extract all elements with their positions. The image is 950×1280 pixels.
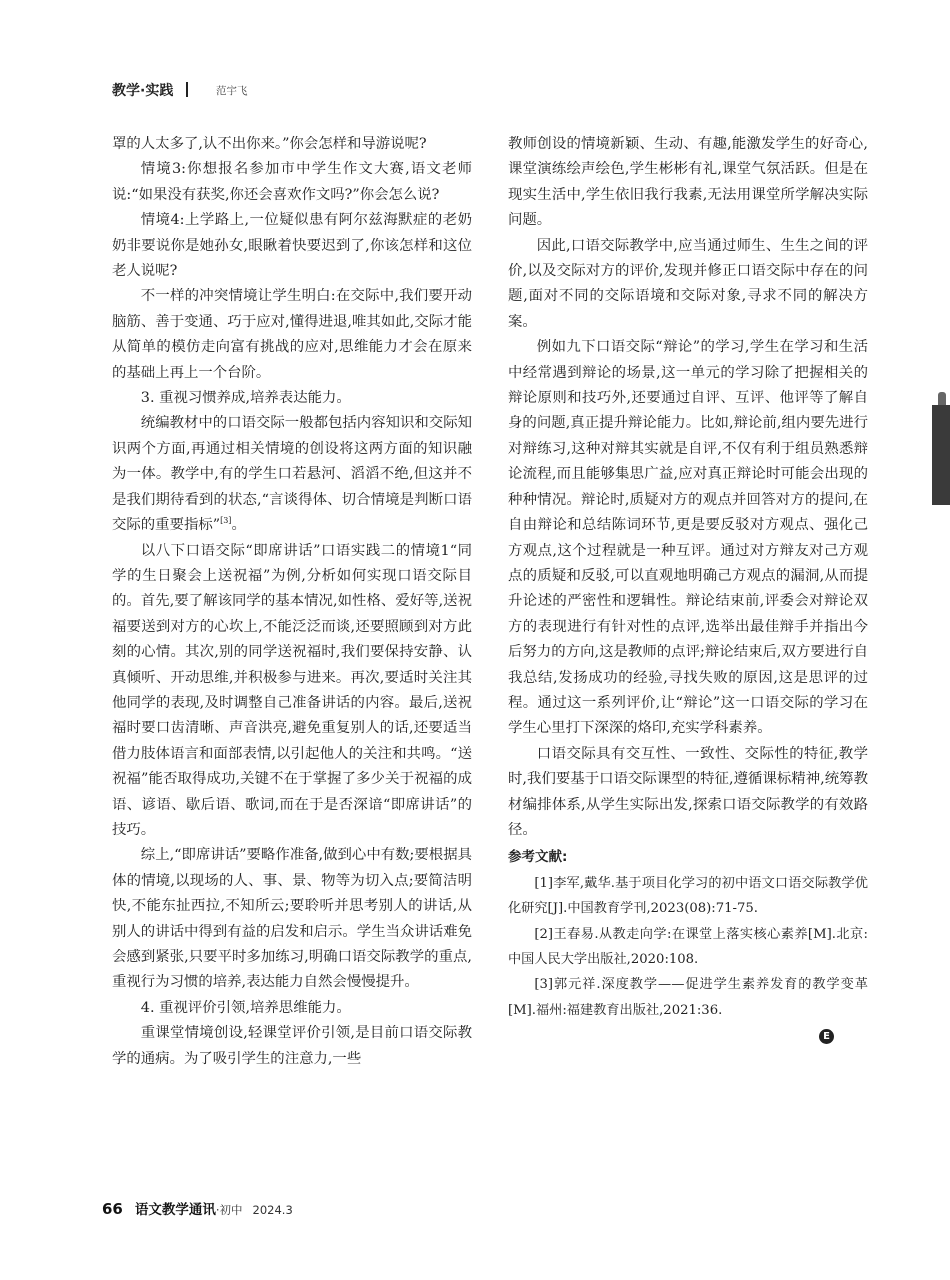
side-decoration-image xyxy=(932,405,950,505)
end-mark-row xyxy=(508,1023,868,1049)
subheading: 3. 重视习惯养成,培养表达能力。 xyxy=(140,390,351,407)
author-name: 范宇飞 xyxy=(216,85,248,97)
reference-item: [1]李军,戴华.基于项目化学习的初中语文口语交际教学优化研究[J].中国教育学刊,2023(08):71-75. xyxy=(508,875,868,917)
journal-name: 语文教学通讯 xyxy=(134,1202,216,1218)
paragraph-text: 统编教材中的口语交际一般都包括内容知识和交际知识两个方面,再通过相关情境的创设将这两方面的知识融为一体。教学中,有的学生口若悬河、滔滔不绝,但这并不是我们期待看到的状态,“言谈得体、切合情境是判断口语交际的重要指标” xyxy=(112,415,472,534)
left-column xyxy=(112,132,472,1072)
reference-item: [2]王春易.从教走向学:在课堂上落实核心素养[M].北京:中国人民大学出版社,2020:108. xyxy=(508,926,868,967)
paragraph: 教师创设的情境新颖、生动、有趣,能激发学生的好奇心,课堂演练绘声绘色,学生彬彬有礼,课堂气氛活跃。但是在现实生活中,学生依旧我行我素,无法用课堂所学解决实际问题。 xyxy=(508,136,868,229)
issue-number: 2024.3 xyxy=(252,1203,293,1217)
citation-marker: [3] xyxy=(220,516,232,526)
paragraph: 情境3:你想报名参加市中学生作文大赛,语文老师说:“如果没有获奖,你还会喜欢作文吗?”你会怎么说? xyxy=(112,161,472,203)
paragraph-tail: 。 xyxy=(231,517,246,534)
end-mark-icon: E xyxy=(819,1029,834,1044)
paragraph: 罩的人太多了,认不出你来。”你会怎样和导游说呢? xyxy=(112,136,427,152)
paragraph: 口语交际具有交互性、一致性、交际性的特征,教学时,我们要基于口语交际课型的特征,遵循课标精神,统筹教材编排体系,从学生实际出发,探索口语交际教学的有效路径。 xyxy=(508,745,868,838)
subheading: 4. 重视评价引领,培养思维能力。 xyxy=(140,999,351,1016)
paragraph: 重课堂情境创设,轻课堂评价引领,是目前口语交际教学的通病。为了吸引学生的注意力,一些 xyxy=(112,1025,472,1067)
page-number: 66 xyxy=(102,1200,123,1218)
paragraph xyxy=(112,411,472,538)
section-label: 教学·实践 xyxy=(112,83,174,99)
journal-subtitle: ·初中 xyxy=(215,1203,243,1217)
right-column xyxy=(508,132,868,1049)
references-title: 参考文献: xyxy=(508,849,568,866)
paragraph: 因此,口语交际教学中,应当通过师生、生生之间的评价,以及交际对方的评价,发现并修正口语交际中存在的问题,面对不同的交际语境和交际对象,寻求不同的解决方案。 xyxy=(508,237,868,330)
paragraph: 不一样的冲突情境让学生明白:在交际中,我们要开动脑筋、善于变通、巧于应对,懂得进退,唯其如此,交际才能从简单的模仿走向富有挑战的应对,思维能力才会在原来的基础上再上一个台阶。 xyxy=(112,288,472,381)
page-footer xyxy=(102,1198,293,1218)
paragraph: 综上,“即席讲话”要略作准备,做到心中有数;要根据具体的情境,以现场的人、事、景、物等为切入点;要简洁明快,不能东扯西拉,不知所云;要聆听并思考别人的讲话,从别人的讲话中得到有益的启发和启示。学生当众讲话难免会感到紧张,只要平时多加练习,明确口语交际教学的重点,重视行为习惯的培养,表达能力自然会慢慢提升。 xyxy=(112,847,472,991)
paragraph: 情境4:上学路上,一位疑似患有阿尔兹海默症的老奶奶非要说你是她孙女,眼瞅着快要迟到了,你该怎样和这位老人说呢? xyxy=(112,212,472,280)
reference-item: [3]郭元祥.深度教学——促进学生素养发育的教学变革[M].福州:福建教育出版社,2021:36. xyxy=(508,977,868,1018)
paragraph: 以八下口语交际“即席讲话”口语实践二的情境1“同学的生日聚会上送祝福”为例,分析如何实现口语交际目的。首先,要了解该同学的基本情况,如性格、爱好等,送祝福要送到对方的心坎上,不能泛泛而谈,还要照顾到对方此刻的心情。其次,别的同学送祝福时,我们要保持安静、认真倾听、开动思维,并积极参与进来。再次,要适时关注其他同学的表现,及时调整自己准备讲话的内容。最后,送祝福时要口齿清晰、声音洪亮,避免重复别人的话,还要适当借力肢体语言和面部表情,以引起他人的关注和共鸣。“送祝福”能否取得成功,关键不在于掌握了多少关于祝福的成语、谚语、歇后语、歌词,而在于是否深谙“即席讲话”的技巧。 xyxy=(112,542,472,838)
paragraph: 例如九下口语交际“辩论”的学习,学生在学习和生活中经常遇到辩论的场景,这一单元的学习除了把握相关的辩论原则和技巧外,还要通过自评、互评、他评等了解自身的问题,真正提升辩论能力。比如,辩论前,组内要先进行对辩练习,这种对辩其实就是自评,不仅有利于组员熟悉辩论流程,而且能够集思广益,应对真正辩论时可能会出现的种种情况。辩论时,质疑对方的观点并回答对方的提问,在自由辩论和总结陈词环节,更是要反驳对方观点、强化己方观点,这个过程就是一种互评。通过对方辩友对己方观点的质疑和反驳,可以直观地明确己方观点的漏洞,从而提升论述的严密性和逻辑性。辩论结束前,评委会对辩论双方的表现进行有针对性的点评,选举出最佳辩手并指出今后努力的方向,这是教师的点评;辩论结束后,双方要进行自我总结,发扬成功的经验,寻找失败的原因,这是思评的过程。通过这一系列评价,让“辩论”这一口语交际的学习在学生心里打下深深的烙印,充实学科素养。 xyxy=(508,339,868,737)
header-divider xyxy=(186,82,188,97)
